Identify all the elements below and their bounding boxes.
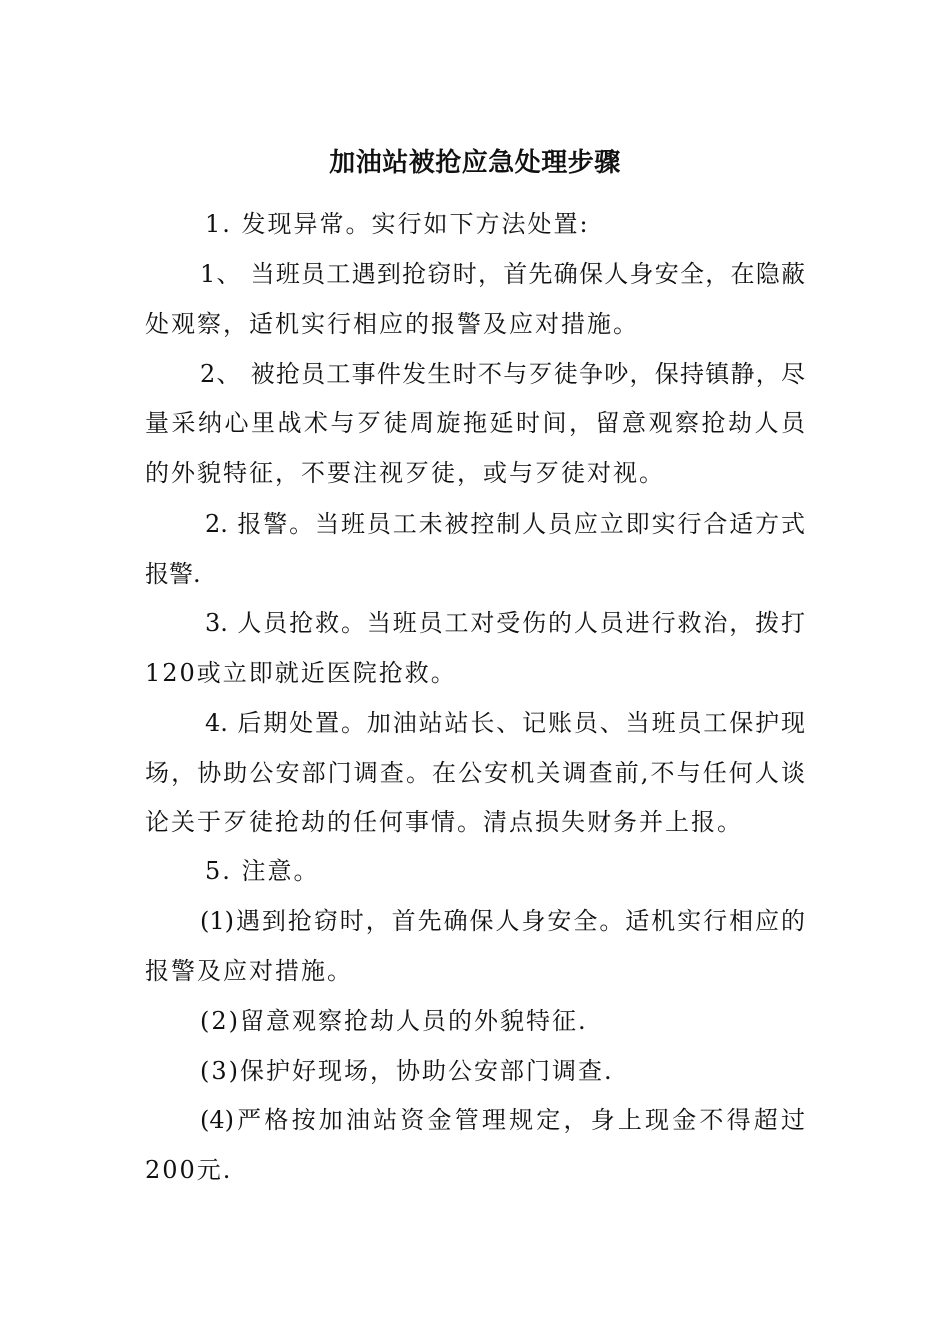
section-5-heading: 5. 注意。 <box>205 857 320 885</box>
section-4-heading: 4. 后期处置。加油站站长、记账员、当班员工保护现 <box>205 709 805 737</box>
section-1-heading: 1. 发现异常。实行如下方法处置: <box>205 210 590 238</box>
paragraph-line: 的外貌特征，不要注视歹徒，或与歹徒对视。 <box>145 459 665 487</box>
paragraph-line: 200元. <box>145 1156 233 1184</box>
paragraph-line: 处观察，适机实行相应的报警及应对措施。 <box>145 310 639 338</box>
section-3-heading: 3. 人员抢救。当班员工对受伤的人员进行救治，拨打 <box>205 609 805 637</box>
section-2-heading: 2. 报警。当班员工未被控制人员应立即实行合适方式 <box>205 510 805 538</box>
paragraph-line: 量采纳心里战术与歹徒周旋拖延时间，留意观察抢劫人员 <box>145 409 805 437</box>
list-item: (4)严格按加油站资金管理规定，身上现金不得超过 <box>200 1106 805 1134</box>
paragraph-line: 1、 当班员工遇到抢窃时，首先确保人身安全，在隐蔽 <box>200 260 805 288</box>
list-item: (1)遇到抢窃时，首先确保人身安全。适机实行相应的 <box>200 907 805 935</box>
list-item: (2)留意观察抢劫人员的外貌特征. <box>200 1007 588 1035</box>
paragraph-line: 报警. <box>145 560 201 588</box>
paragraph-line: 论关于歹徒抢劫的任何事情。清点损失财务并上报。 <box>145 808 743 836</box>
paragraph-line: 场，协助公安部门调查。在公安机关调查前,不与任何人谈 <box>145 759 805 787</box>
paragraph-line: 2、 被抢员工事件发生时不与歹徒争吵，保持镇静，尽 <box>200 360 805 388</box>
paragraph-line: 120或立即就近医院抢救。 <box>145 659 457 687</box>
list-item: (3)保护好现场，协助公安部门调查. <box>200 1057 614 1085</box>
paragraph-line: 报警及应对措施。 <box>145 957 353 985</box>
document-title: 加油站被抢应急处理步骤 <box>329 148 621 178</box>
